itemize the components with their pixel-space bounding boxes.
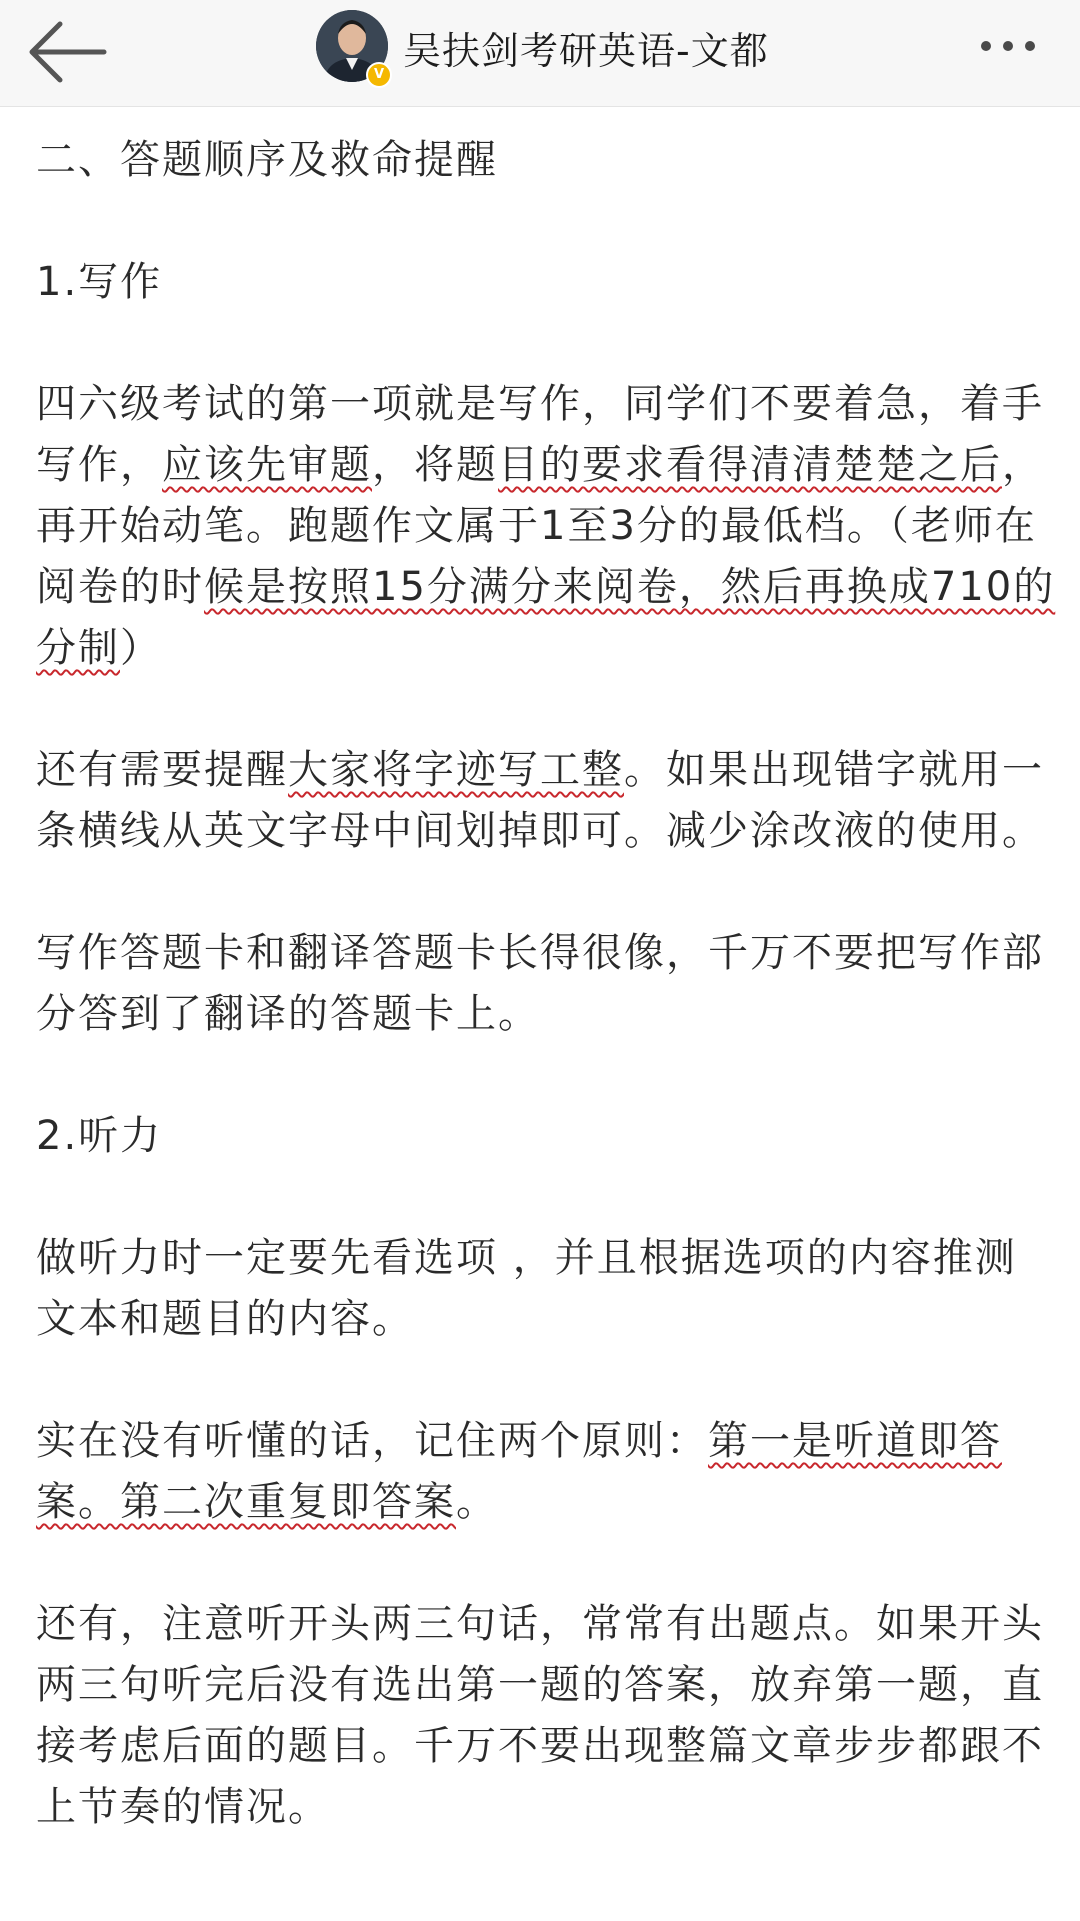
verified-badge: V	[366, 62, 392, 88]
writing-heading: 1.写作	[36, 259, 163, 305]
listening-heading: 2.听力	[36, 1113, 163, 1159]
writing-paragraph-2	[36, 740, 1056, 862]
text-segment: 。	[456, 1479, 498, 1525]
listening-paragraph-1: 做听力时一定要先看选项 ，并且根据选项的内容推测文本和题目的内容。	[36, 1235, 1017, 1342]
avatar[interactable]	[316, 10, 388, 82]
more-dot-icon	[1003, 41, 1013, 51]
underlined-text: 目的要求看得清清楚楚之后	[498, 442, 1002, 488]
text-segment: ）	[120, 625, 162, 671]
section-title: 二、答题顺序及救命提醒	[36, 137, 498, 183]
text-segment: 实在没有听懂的话，记住两个原则：	[36, 1418, 708, 1464]
text-segment: ，将题	[372, 442, 498, 488]
text-segment: ，再开始动笔。跑题作文属于1至3分的最低档。（老师在阅卷的时	[36, 442, 1044, 610]
text-segment: 还有需要提醒	[36, 747, 288, 793]
text-segment: 四六级考试的第一项就是写作，同学们不要着急，着手写作，	[36, 381, 1044, 488]
underlined-text: 大家将字迹写工整	[288, 747, 624, 793]
top-nav-bar	[0, 0, 1080, 107]
more-dot-icon	[1025, 41, 1035, 51]
listening-paragraph-2	[36, 1411, 1056, 1533]
account-title[interactable]: 吴扶剑考研英语-文都	[403, 29, 769, 73]
more-dot-icon	[981, 41, 991, 51]
underlined-text: 候是按照15分满分来阅卷，然后再换成710的分制	[36, 564, 1056, 671]
more-button[interactable]	[975, 26, 1055, 66]
underlined-text: 第一是听道即答案。第二次重复即答案	[36, 1418, 1002, 1525]
underlined-text: 应该先审题	[162, 442, 372, 488]
arrow-left-icon	[22, 16, 112, 88]
writing-paragraph-3: 写作答题卡和翻译答题卡长得很像，千万不要把写作部分答到了翻译的答题卡上。	[36, 930, 1044, 1037]
listening-paragraph-3: 还有，注意听开头两三句话，常常有出题点。如果开头两三句听完后没有选出第一题的答案，放弃第一题，直接考虑后面的题目。千万不要出现整篇文章步步都跟不上节奏的情况。	[36, 1601, 1044, 1830]
article-body	[36, 130, 1056, 1899]
back-button[interactable]	[22, 16, 112, 88]
text-segment: 。如果出现错字就用一条横线从英文字母中间划掉即可。减少涂改液的使用。	[36, 747, 1044, 854]
writing-paragraph-1	[36, 374, 1056, 679]
